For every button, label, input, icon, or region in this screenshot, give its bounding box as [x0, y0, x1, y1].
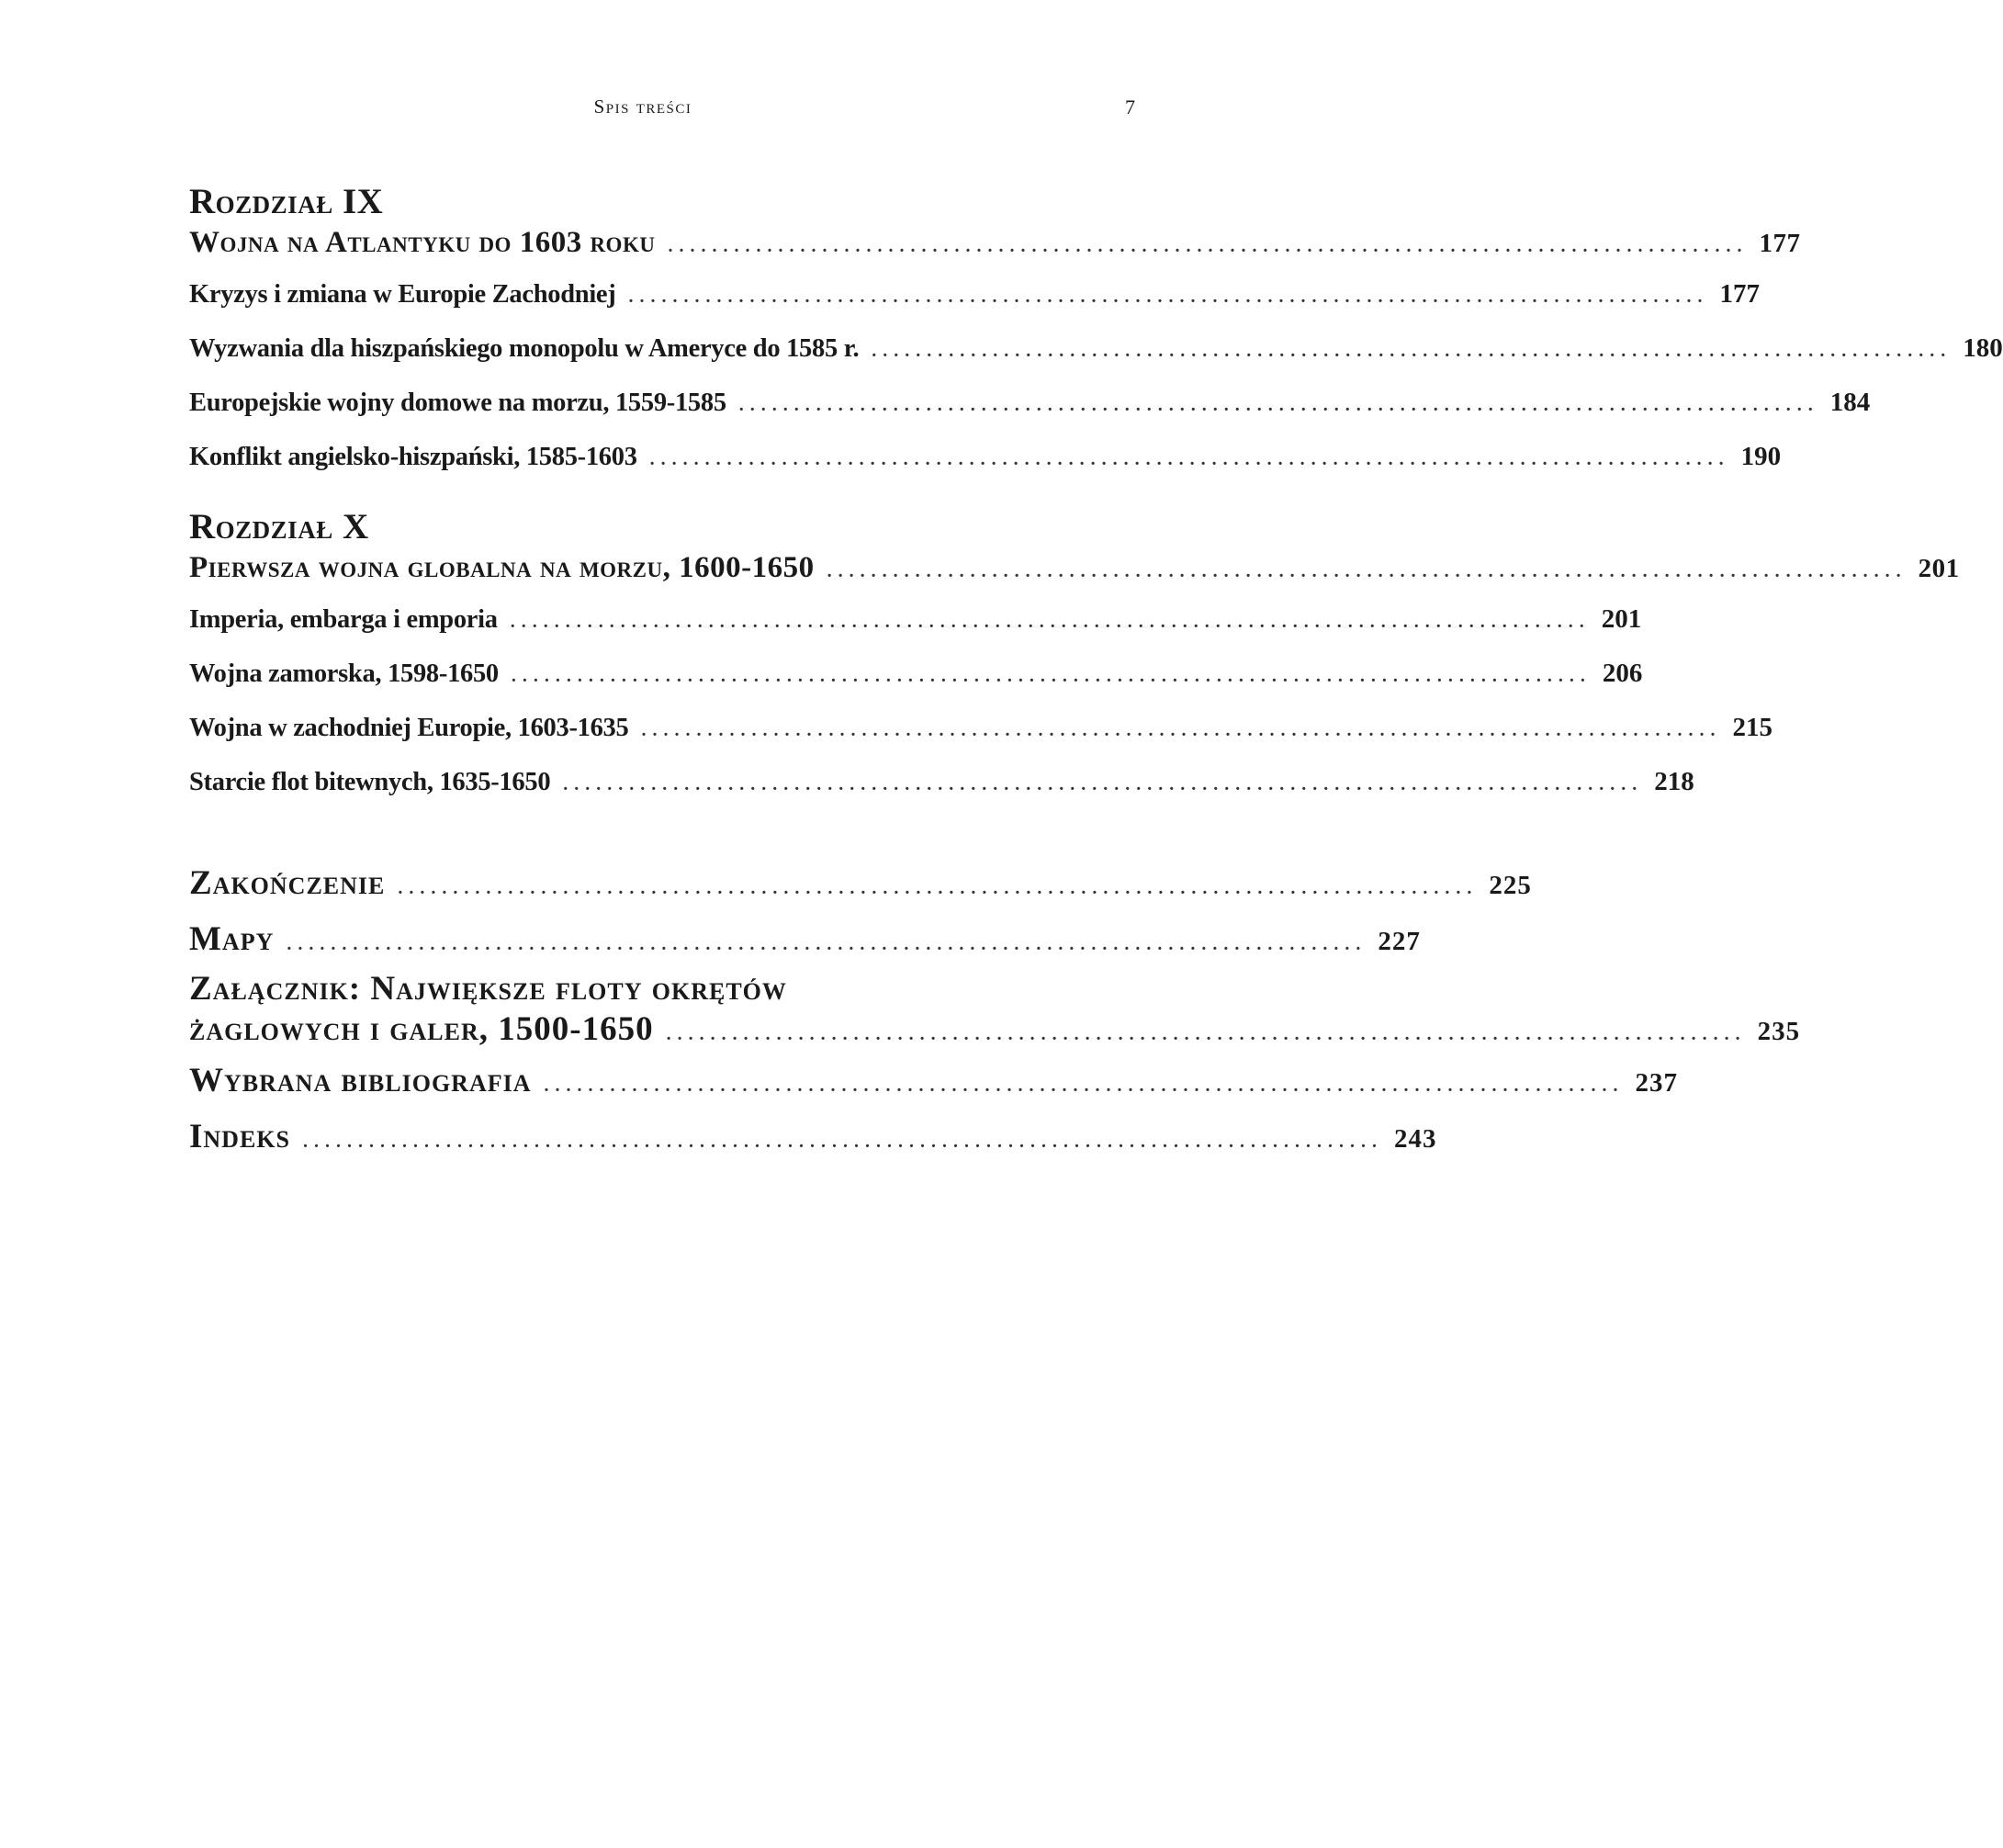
section-title: Wojna zamorska, 1598-1650: [189, 659, 499, 688]
section-page: 177: [1719, 279, 1760, 309]
running-head: Spis treści: [593, 96, 692, 118]
toc-entry-bibliography: [189, 1055, 1679, 1111]
toc-entry: [189, 702, 1772, 756]
back-matter-title: Zakończenie: [189, 864, 386, 902]
table-of-contents: [189, 182, 2003, 1167]
chapter-title: Pierwsza wojna globalna na morzu, 1600-1650: [189, 551, 815, 584]
toc-entry-appendix: [189, 970, 1801, 1055]
dot-leader: ..................................................................................................: [628, 287, 1709, 307]
section-title: Kryzys i zmiana w Europie Zachodniej: [189, 280, 616, 309]
section-title: Wojna w zachodniej Europie, 1603-1635: [189, 714, 629, 742]
chapter-title-row: [189, 222, 1801, 266]
back-matter-page: 227: [1378, 927, 1421, 956]
back-matter-title: Indeks: [189, 1118, 290, 1155]
toc-entry: [189, 593, 1642, 648]
dot-leader: ..................................................................................................: [872, 341, 1952, 361]
section-title: Starcie flot bitewnych, 1635-1650: [189, 768, 551, 796]
chapter-label: Rozdział X: [189, 507, 369, 547]
dot-leader: ..................................................................................................: [544, 1076, 1625, 1096]
toc-entry-index: [189, 1111, 1437, 1167]
chapter-page: 201: [1918, 554, 1960, 583]
chapter-page: 177: [1759, 229, 1801, 258]
toc-entry: [189, 431, 1782, 485]
dot-leader: ..................................................................................................: [287, 934, 1367, 954]
section-page: 218: [1654, 767, 1694, 796]
section-title: Konflikt angielsko-hiszpański, 1585-1603: [189, 443, 637, 471]
section-page: 184: [1829, 388, 1871, 417]
section-page: 215: [1732, 713, 1772, 742]
back-matter-title: Wybrana bibliografia: [189, 1062, 532, 1099]
dot-leader: ..................................................................................................: [398, 878, 1479, 898]
section-title: Imperia, embarga i emporia: [189, 605, 498, 634]
dot-leader: ..................................................................................................: [668, 236, 1749, 256]
chapter-label: Rozdział IX: [189, 182, 384, 221]
back-matter-page: 235: [1757, 1017, 1801, 1046]
dot-leader: ..................................................................................................: [302, 1132, 1383, 1152]
section-page: 206: [1602, 659, 1643, 688]
section-title: Wyzwania dla hiszpańskiego monopolu w Ameryce do 1585 r.: [189, 334, 860, 363]
back-matter-title-line2: żaglowych i galer, 1500-1650: [189, 1010, 654, 1048]
section-page: 180: [1963, 333, 2003, 363]
chapter-title-row: [189, 547, 1960, 592]
page-number: 7: [1125, 96, 1135, 118]
section-page: 190: [1740, 442, 1782, 471]
toc-entry-maps: [189, 914, 1421, 970]
dot-leader: ..................................................................................................: [510, 612, 1591, 632]
back-matter-title-line1: Załącznik: Największe floty okrętów: [189, 970, 787, 1008]
back-matter-page: 243: [1393, 1124, 1437, 1154]
back-matter: [189, 858, 1801, 1167]
back-matter-title: Mapy: [189, 920, 275, 958]
dot-leader: ..................................................................................................: [827, 561, 1907, 581]
section-title: Europejskie wojny domowe na morzu, 1559-1585: [189, 389, 726, 417]
dot-leader: ..................................................................................................: [649, 449, 1730, 469]
toc-entry: [189, 756, 1694, 810]
dot-leader: ..................................................................................................: [738, 395, 1819, 415]
dot-leader: ..................................................................................................: [563, 774, 1644, 794]
dot-leader: ..................................................................................................: [666, 1024, 1747, 1044]
toc-entry-conclusion: [189, 858, 1532, 914]
back-matter-page: 237: [1635, 1068, 1679, 1098]
chapter-x: [189, 507, 1960, 810]
dot-leader: ..................................................................................................: [641, 720, 1722, 740]
dot-leader: ..................................................................................................: [511, 666, 1592, 686]
section-page: 201: [1601, 604, 1642, 634]
chapter-title: Wojna na Atlantyku do 1603 roku: [189, 226, 656, 259]
toc-entry: [189, 268, 1760, 322]
toc-entry: [189, 322, 2003, 377]
chapter-ix: [189, 182, 2003, 485]
toc-entry: [189, 377, 1871, 431]
appendix-second-line: [189, 1009, 1801, 1055]
back-matter-page: 225: [1489, 871, 1532, 900]
toc-entry: [189, 648, 1643, 702]
